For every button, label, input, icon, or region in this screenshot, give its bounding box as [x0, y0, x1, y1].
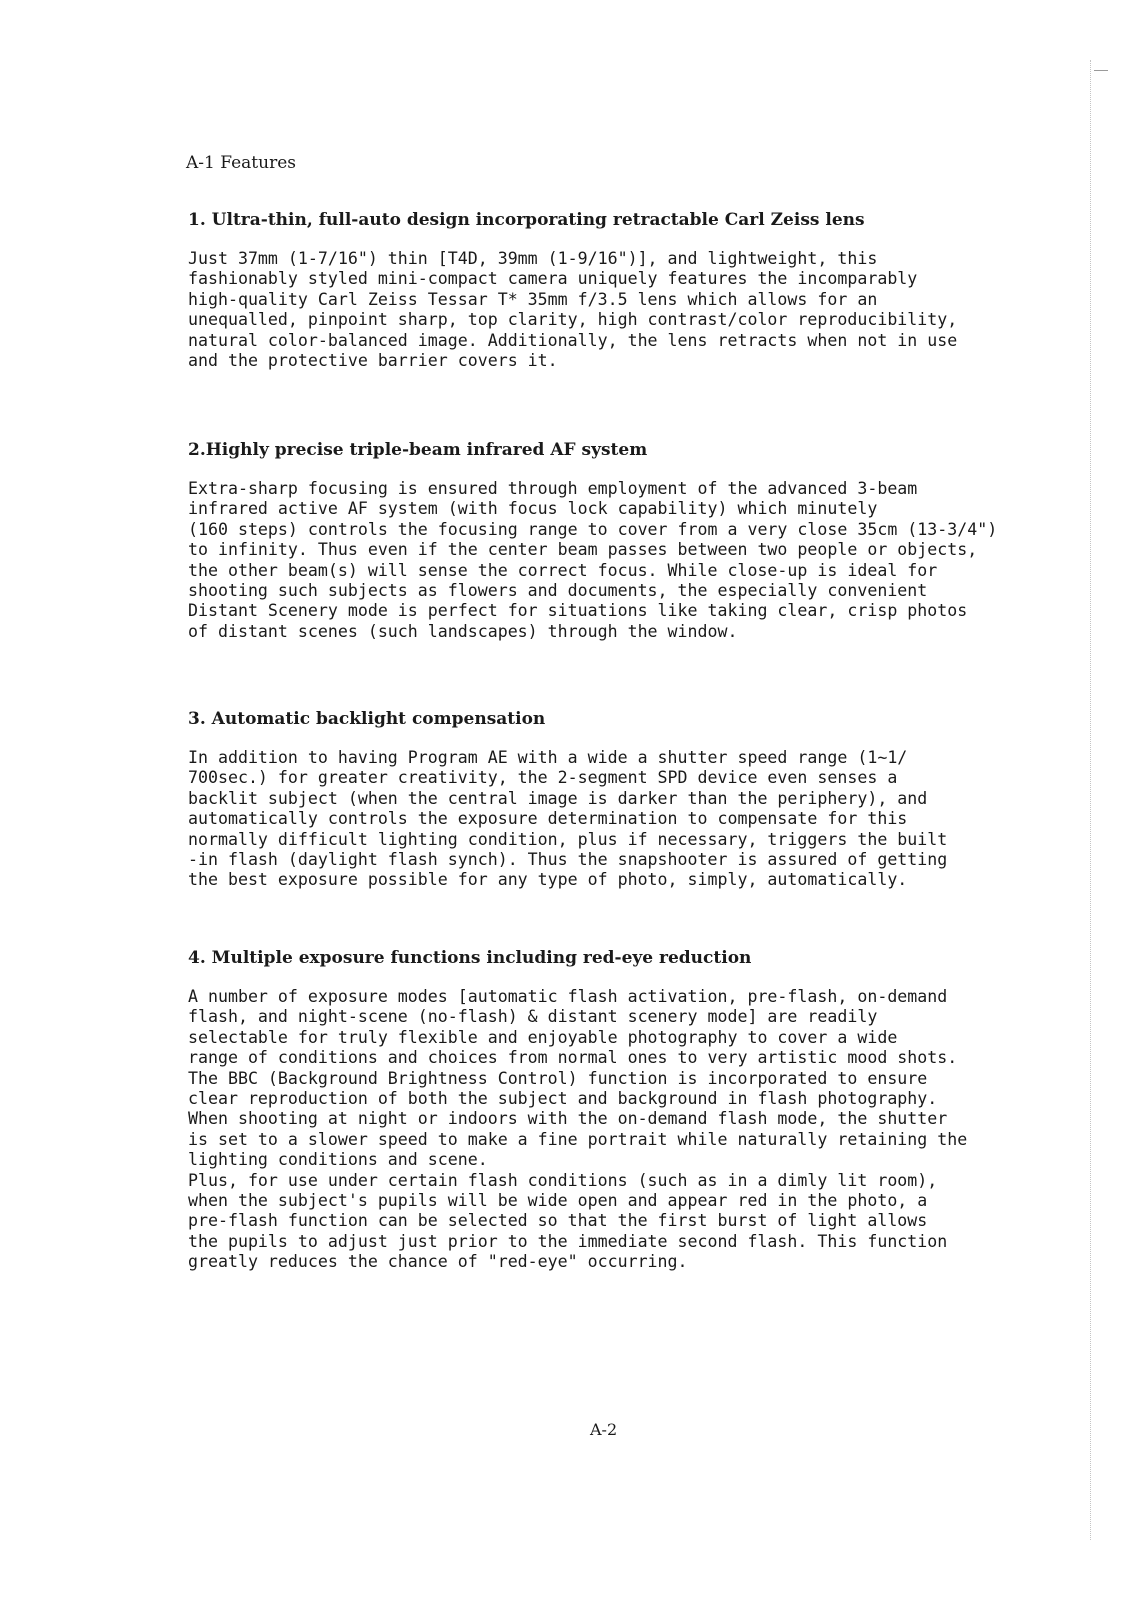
margin-rule [1090, 60, 1092, 1540]
section-title: 2.Highly precise triple-beam infrared AF system [188, 440, 648, 460]
section-title: 3. Automatic backlight compensation [188, 709, 546, 729]
section-title: 4. Multiple exposure functions including red-eye reduction [188, 948, 752, 968]
section-af-system [188, 439, 1028, 642]
page-number: A-2 [590, 1420, 618, 1439]
section-body: A number of exposure modes [automatic flash activation, pre-flash, on-demand flash, and night-scene (no-flash) & distant scenery mode] are readily selectable for truly flexible and enjoyable photography to cover a wide range of conditions and choices from normal ones to very artistic mood shots. The BBC (Background Brightness Control) function is incorporated to ensure clear reproduction of both the subject and background in flash photography. When shooting at night or indoors with the on-demand flash mode, the shutter is set to a slower speed to make a fine portrait while naturally retaining the lighting conditions and scene. Plus, for use under certain flash conditions (such as in a dimly lit room), when the subject's pupils will be wide open and appear red in the photo, a pre-flash function can be selected so that the first burst of light allows the pupils to adjust just prior to the immediate second flash. This function greatly reduces the chance of "red-eye" occurring. [188, 987, 968, 1272]
section-body: In addition to having Program AE with a wide a shutter speed range (1~1/ 700sec.) for greater creativity, the 2-segment SPD device even senses a backlit subject (when the central image is darker than the periphery), and automatically controls the exposure determination to compensate for this normally difficult lighting condition, plus if necessary, triggers the built -in flash (daylight flash synch). Thus the snapshooter is assured of getting the best exposure possible for any type of photo, simply, automatically. [188, 748, 948, 890]
section-body: Extra-sharp focusing is ensured through employment of the advanced 3-beam infrared active AF system (with focus lock capability) which minutely (160 steps) controls the focusing range to cover from a very close 35cm (13-3/4") to infinity. Thus even if the center beam passes between two people or objects, the other beam(s) will sense the correct focus. While close-up is ideal for shooting such subjects as flowers and documents, the especially convenient Distant Scenery mode is perfect for situations like taking clear, crisp photos of distant scenes (such landscapes) through the window. [188, 479, 998, 641]
section-red-eye-reduction [188, 947, 1028, 1273]
section-backlight-compensation [188, 708, 1028, 891]
corner-mark [1094, 70, 1108, 71]
section-ultra-thin-design [188, 209, 1028, 371]
section-title: 1. Ultra-thin, full-auto design incorporating retractable Carl Zeiss lens [188, 210, 865, 230]
section-body: Just 37mm (1-7/16") thin [T4D, 39mm (1-9/16")], and lightweight, this fashionably styled mini-compact camera uniquely features the incomparably high-quality Carl Zeiss Tessar T* 35mm f/3.5 lens which allows for an unequalled, pinpoint sharp, top clarity, high contrast/color reproducibility, natural color-balanced image. Additionally, the lens retracts when not in use and the protective barrier covers it. [188, 249, 958, 371]
page-heading: A-1 Features [186, 153, 296, 173]
